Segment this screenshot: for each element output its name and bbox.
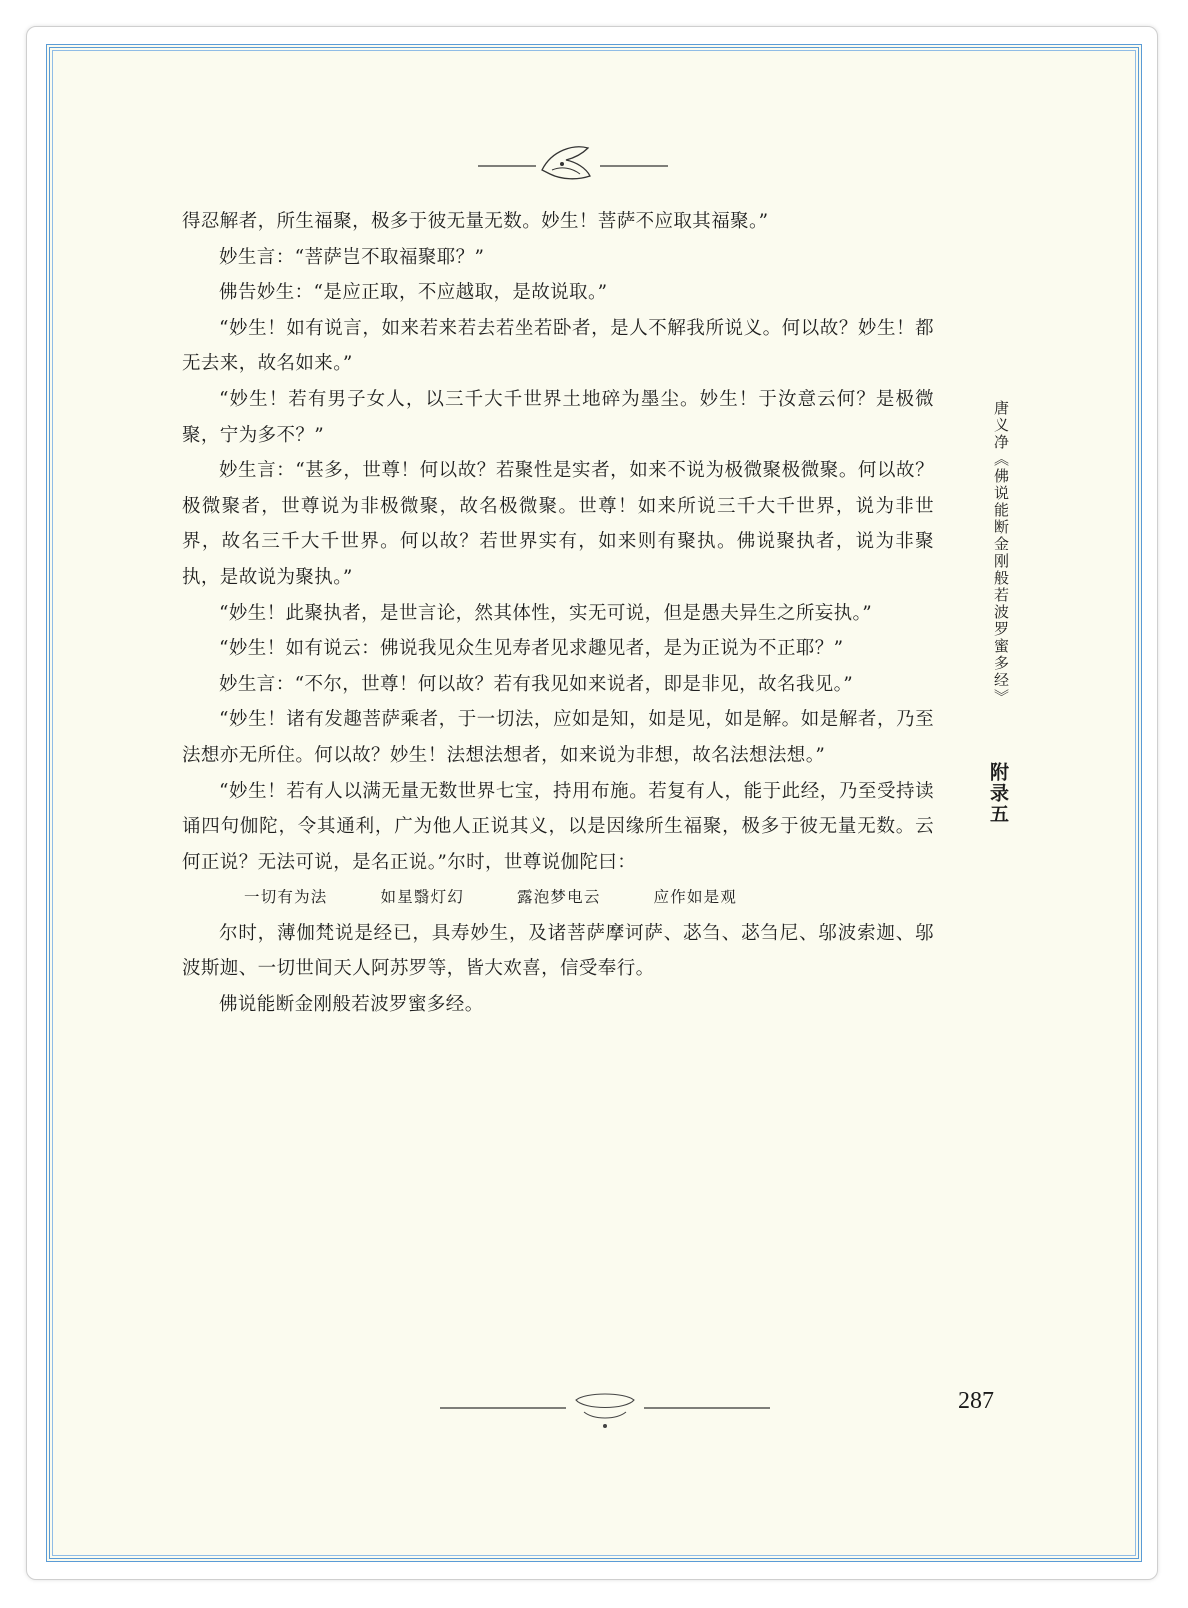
paragraph: 妙生言：“甚多，世尊！何以故？若聚性是实者，如来不说为极微聚极微聚。何以故？极微聚者，世尊说为非极微聚，故名极微聚。世尊！如来所说三千大千世界，说为非世界，故名三千大千世界。何以故？若世界实有，如来则有聚执。佛说聚执者，说为非聚执，是故说为聚执。” bbox=[182, 460, 934, 588]
verse-line: 露泡梦电云 bbox=[517, 888, 601, 907]
page-number: 287 bbox=[958, 1388, 994, 1414]
paragraph: 妙生言：“不尔，世尊！何以故？若有我见如来说者，即是非见，故名我见。” bbox=[219, 673, 854, 695]
verse-line: 如星翳灯幻 bbox=[380, 888, 465, 907]
paragraph: “妙生！如有说云：佛说我见众生见寿者见求趣见者，是为正说为不正耶？” bbox=[219, 638, 844, 660]
paragraph: “妙生！诸有发趣菩萨乘者，于一切法，应如是知，如是见，如是解。如是解者，乃至法想亦无所住。何以故？妙生！法想法想者，如来说为非想，故名法想法想。” bbox=[182, 709, 934, 766]
paragraph: 得忍解者，所生福聚，极多于彼无量无数。妙生！菩萨不应取其福聚。” bbox=[182, 211, 769, 232]
paragraph: 妙生言：“菩萨岂不取福聚耶？” bbox=[219, 246, 485, 268]
body-text bbox=[182, 204, 934, 1023]
paragraph: 佛说能断金刚般若波罗蜜多经。 bbox=[219, 994, 484, 1016]
running-head-section: 附录五 bbox=[987, 762, 1009, 825]
top-ornament bbox=[478, 140, 668, 200]
paragraph: 佛告妙生：“是应正取，不应越取，是故说取。” bbox=[219, 282, 608, 304]
verse-line: 应作如是观 bbox=[653, 888, 738, 907]
paragraph: “妙生！若有男子女人，以三千大千世界土地碎为墨尘。妙生！于汝意云何？是极微聚，宁为多不？” bbox=[182, 388, 934, 446]
running-head-title: 唐义净《佛说能断金刚般若波罗蜜多经》 bbox=[992, 400, 1010, 706]
verse-line: 一切有为法 bbox=[244, 888, 328, 907]
paragraph: 尔时，薄伽梵说是经已，具寿妙生，及诸菩萨摩诃萨、苾刍、苾刍尼、邬波索迦、邬波斯迦、一切世间天人阿苏罗等，皆大欢喜，信受奉行。 bbox=[182, 922, 934, 980]
verse bbox=[182, 880, 934, 916]
bottom-ornament bbox=[440, 1388, 770, 1434]
paragraph: “妙生！若有人以满无量无数世界七宝，持用布施。若复有人，能于此经，乃至受持读诵四句伽陀，令其通利，广为他人正说其义，以是因缘所生福聚，极多于彼无量无数。云何正说？无法可说，是名正说。”尔时，世尊说伽陀曰： bbox=[182, 780, 934, 873]
paragraph: “妙生！如有说言，如来若来若去若坐若卧者，是人不解我所说义。何以故？妙生！都无去来，故名如来。” bbox=[182, 317, 934, 375]
paragraph: “妙生！此聚执者，是世言论，然其体性，实无可说，但是愚夫异生之所妄执。” bbox=[219, 602, 873, 624]
